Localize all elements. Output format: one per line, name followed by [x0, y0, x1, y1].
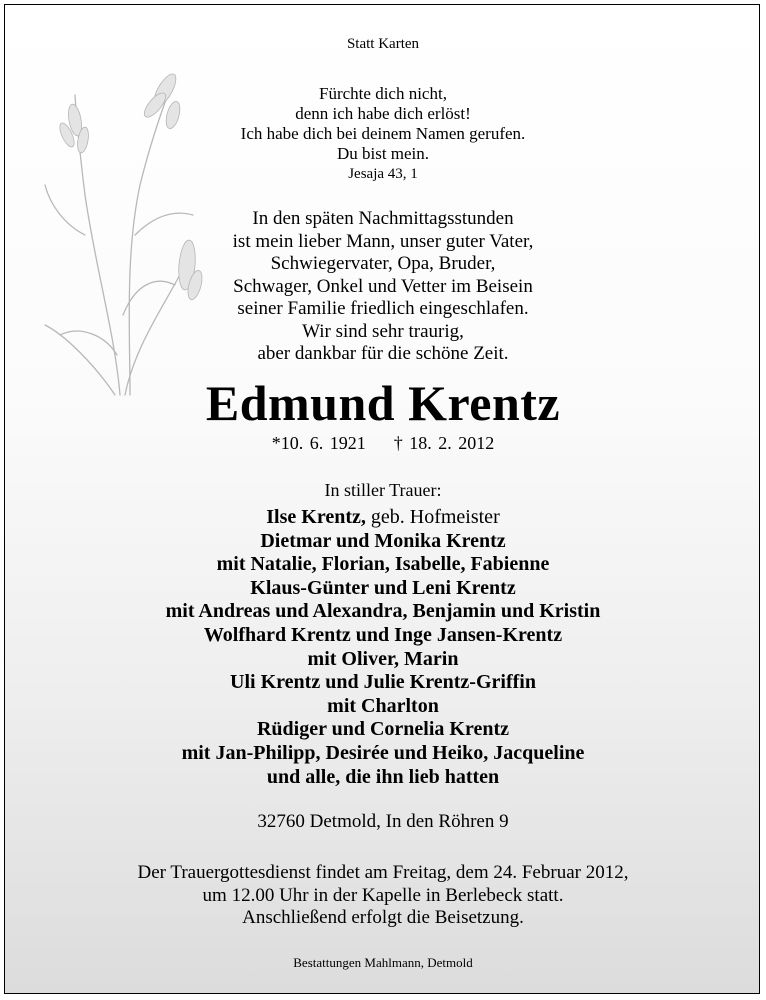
service-line: Anschließend erfolgt die Beisetzung.: [242, 907, 524, 928]
mourners-list: [5, 506, 760, 789]
verse-reference: Jesaja 43, 1: [348, 166, 418, 182]
announcement-line: In den späten Nachmittagsstunden: [252, 208, 514, 229]
funeral-service-info: [5, 862, 760, 930]
deceased-name: Edmund Krentz: [205, 375, 561, 431]
obituary-notice: [4, 4, 760, 994]
mourner-line: Rüdiger und Cornelia Krentz: [256, 718, 510, 741]
bible-verse: [5, 84, 760, 184]
mourner-line: Klaus-Günter und Leni Krentz: [250, 576, 516, 599]
mourner-line: mit Natalie, Florian, Isabelle, Fabienne: [216, 553, 550, 576]
announcement-line: Schwager, Onkel und Vetter im Beisein: [233, 275, 533, 297]
birth-date: *10. 6. 1921: [271, 433, 366, 453]
mourner-line: mit Oliver, Marin: [307, 647, 459, 670]
verse-line: denn ich habe dich erlöst!: [295, 104, 471, 123]
widow-name: Ilse Krentz,: [266, 506, 366, 528]
statt-karten-heading: Statt Karten: [346, 36, 420, 52]
announcement-line: seiner Familie friedlich eingeschlafen.: [237, 298, 529, 319]
mourner-line: mit Jan-Philipp, Desirée und Heiko, Jacqueline: [181, 741, 585, 764]
announcement-line: ist mein lieber Mann, unser guter Vater,: [232, 230, 534, 252]
mourner-line: mit Andreas und Alexandra, Benjamin und Kristin: [165, 600, 601, 623]
mourner-line: mit Charlton: [327, 694, 439, 717]
mourner-line: Uli Krentz und Julie Krentz-Griffin: [230, 671, 536, 694]
undertaker-credit: Bestattungen Mahlmann, Detmold: [293, 955, 473, 970]
mourner-line: Wolfhard Krentz und Inge Jansen-Krentz: [203, 623, 563, 646]
death-date: † 18. 2. 2012: [393, 433, 495, 453]
mourners-intro: In stiller Trauer:: [324, 480, 442, 500]
verse-line: Fürchte dich nicht,: [319, 84, 447, 103]
announcement-line: Schwiegervater, Opa, Bruder,: [270, 253, 496, 274]
life-dates: [5, 432, 760, 454]
verse-line: Ich habe dich bei deinem Namen gerufen.: [240, 124, 526, 143]
family-address: 32760 Detmold, In den Röhren 9: [257, 811, 509, 832]
mourner-line: Dietmar und Monika Krentz: [260, 529, 506, 552]
mourner-line: und alle, die ihn lieb hatten: [266, 765, 500, 788]
widow-maiden-name: geb. Hofmeister: [365, 506, 500, 528]
service-line: um 12.00 Uhr in der Kapelle in Berlebeck statt.: [202, 884, 564, 906]
announcement-line: aber dankbar für die schöne Zeit.: [257, 343, 509, 364]
verse-line: Du bist mein.: [336, 144, 430, 163]
announcement-line: Wir sind sehr traurig,: [302, 320, 464, 342]
announcement-text: [5, 208, 760, 366]
service-line: Der Trauergottesdienst findet am Freitag, dem 24. Februar 2012,: [137, 862, 629, 883]
mourner-line: [5, 506, 760, 530]
